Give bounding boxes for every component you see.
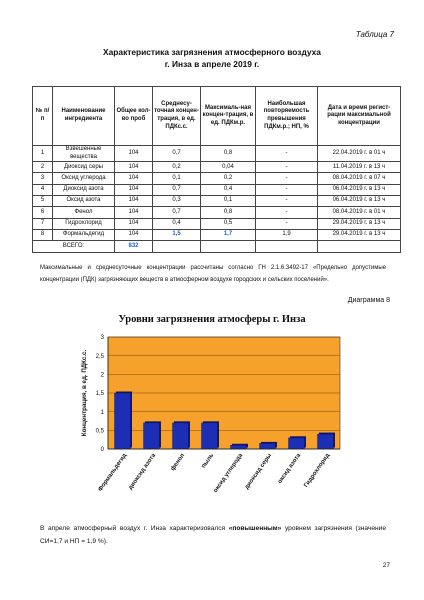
cell-avg-highlight: 1,5: [153, 229, 201, 240]
table-row: [33, 207, 401, 218]
table-label: Таблица 7: [355, 30, 394, 39]
bar: [173, 423, 189, 449]
cell-date: 11.04.2019 г. в 13 ч: [318, 162, 401, 173]
column-header: Дата и время регист-рации максимальной концентрации: [318, 87, 401, 146]
pollution-table: [32, 86, 401, 253]
x-tick-label: оксид углерода: [212, 452, 245, 495]
cell-date: 22.04.2019 г. в 01 ч: [318, 146, 401, 162]
cell-max: 0,5: [201, 218, 256, 229]
cell-avg: 0,4: [153, 218, 201, 229]
cell-ingredient: Формальдегид: [53, 229, 115, 240]
x-tick-label: оксид азота: [277, 452, 303, 485]
bar: [289, 438, 305, 449]
cell-samples: 104: [115, 173, 153, 184]
table-header-row: [33, 87, 401, 146]
cell-number: 5: [33, 196, 53, 207]
column-header: Наибольшая повторяемость превышения ПДКм.р.; НП, %: [256, 87, 318, 146]
cell-samples: 104: [115, 196, 153, 207]
cell-samples: 104: [115, 162, 153, 173]
y-tick-label: 2: [100, 372, 104, 379]
y-tick-label: 3: [100, 335, 104, 342]
column-header: Максималь-ная концен-трация, в ед. ПДКм.р.: [201, 87, 256, 146]
cell-max: 0,04: [201, 162, 256, 173]
table-row: [33, 162, 401, 173]
cell-max: 0,4: [201, 184, 256, 195]
column-header: № п/п: [33, 87, 53, 146]
cell-avg: 0,7: [153, 146, 201, 162]
title-line-2: г. Инза в апреле 2019 г.: [164, 59, 260, 69]
cell-ingredient: Взвешенные вещества: [53, 146, 115, 162]
bar: [260, 443, 276, 449]
x-tick-label: диоксид серы: [244, 452, 274, 491]
cell-np: -: [256, 173, 318, 184]
cell-date: 29.04.2019 г. в 13 ч: [318, 229, 401, 240]
total-empty: [256, 241, 318, 252]
table-row: [33, 146, 401, 162]
bar: [231, 445, 247, 449]
cell-np: -: [256, 218, 318, 229]
y-tick-label: 0,5: [95, 428, 104, 435]
table-row: [33, 229, 401, 240]
page-title: [0, 46, 424, 70]
conclusion-paragraph: [40, 522, 386, 548]
cell-ingredient: Оксид углерода: [53, 173, 115, 184]
cell-avg: 0,2: [153, 162, 201, 173]
x-tick-label: Формальдегид: [97, 452, 129, 493]
cell-date: 08.04.2019 г. в 01 ч: [318, 207, 401, 218]
cell-max: 0,8: [201, 146, 256, 162]
column-header: Общее кол-во проб: [115, 87, 153, 146]
cell-np: -: [256, 184, 318, 195]
cell-date: 06.04.2019 г. в 13 ч: [318, 184, 401, 195]
x-tick-label: пыль: [200, 452, 216, 470]
cell-number: 4: [33, 184, 53, 195]
y-tick-label: 2,5: [95, 353, 104, 360]
cell-ingredient: Оксид азота: [53, 196, 115, 207]
cell-samples: 104: [115, 218, 153, 229]
cell-max-highlight: 1,7: [201, 229, 256, 240]
cell-np: -: [256, 196, 318, 207]
cell-ingredient: Диоксид серы: [53, 162, 115, 173]
total-empty: [318, 241, 401, 252]
cell-max: 0,8: [201, 207, 256, 218]
cell-ingredient: Фенол: [53, 207, 115, 218]
cell-ingredient: Гидрохлорид: [53, 218, 115, 229]
cell-avg: 0,7: [153, 184, 201, 195]
x-tick-label: диоксид азота: [127, 452, 158, 492]
cell-samples: 104: [115, 207, 153, 218]
cell-avg: 0,7: [153, 207, 201, 218]
cell-np: -: [256, 146, 318, 162]
cell-number: 7: [33, 218, 53, 229]
bar: [318, 434, 334, 449]
cell-number: 2: [33, 162, 53, 173]
table-row: [33, 218, 401, 229]
cell-avg: 0,3: [153, 196, 201, 207]
cell-np: 1,9: [256, 229, 318, 240]
cell-ingredient: Диоксид азота: [53, 184, 115, 195]
bar: [144, 423, 160, 449]
chart-title: Уровни загрязнения атмосферы г. Инза: [118, 314, 306, 325]
conclusion-bold: «повышенным»: [228, 525, 282, 532]
note-paragraph: Максимальные и среднесуточные концентрации рассчитаны согласно ГН 2.1.6.3492-17 «Предельно допустимые концентрации (ПДК) загрязняющих веществ в атмосферном воздухе городских и сельских поселений».: [40, 265, 386, 283]
table-row: [33, 173, 401, 184]
conclusion-text: В апреле атмосферный воздух г. Инза характеризовался: [40, 525, 229, 532]
diagram-label: Диаграмма 8: [347, 297, 390, 304]
cell-date: 08.04.2019 г. в 07 ч: [318, 173, 401, 184]
bar: [115, 393, 131, 449]
cell-number: 8: [33, 229, 53, 240]
conclusion-text-end: уровнем загрязнения (значение СИ=1,7 и НП = 1,9 %).: [40, 525, 386, 545]
total-value: 832: [115, 241, 153, 252]
x-tick-label: Гидрохлорид: [303, 452, 332, 489]
table-row: [33, 196, 401, 207]
cell-max: 0,1: [201, 196, 256, 207]
cell-number: 6: [33, 207, 53, 218]
table-row: [33, 184, 401, 195]
y-axis-label: Концентрация, в ед. ПДКс.с.: [81, 349, 88, 437]
cell-max: 0,2: [201, 173, 256, 184]
total-label: ВСЕГО:: [33, 241, 115, 252]
cell-number: 3: [33, 173, 53, 184]
total-empty: [201, 241, 256, 252]
y-tick-label: 1: [100, 409, 104, 416]
x-tick-label: фенол: [170, 452, 187, 473]
table-total-row: [33, 241, 401, 252]
cell-avg: 0,1: [153, 173, 201, 184]
title-line-1: Характеристика загрязнения атмосферного воздуха: [103, 47, 321, 57]
cell-np: -: [256, 162, 318, 173]
y-tick-label: 1,5: [95, 391, 104, 398]
cell-number: 1: [33, 146, 53, 162]
bar-chart: [60, 325, 360, 515]
cell-samples: 104: [115, 146, 153, 162]
page-number: 27: [382, 562, 390, 569]
column-header: Наименование ингредиента: [53, 87, 115, 146]
y-tick-label: 0: [100, 447, 104, 454]
total-empty: [153, 241, 201, 252]
cell-samples: 104: [115, 229, 153, 240]
column-header: Среднесу-точная концен-трация, в ед. ПДКс.с.: [153, 87, 201, 146]
cell-samples: 104: [115, 184, 153, 195]
cell-date: 06.04.2019 г. в 13 ч: [318, 196, 401, 207]
cell-np: -: [256, 207, 318, 218]
cell-date: 29.04.2019 г. в 13 ч: [318, 218, 401, 229]
bar: [202, 423, 218, 449]
